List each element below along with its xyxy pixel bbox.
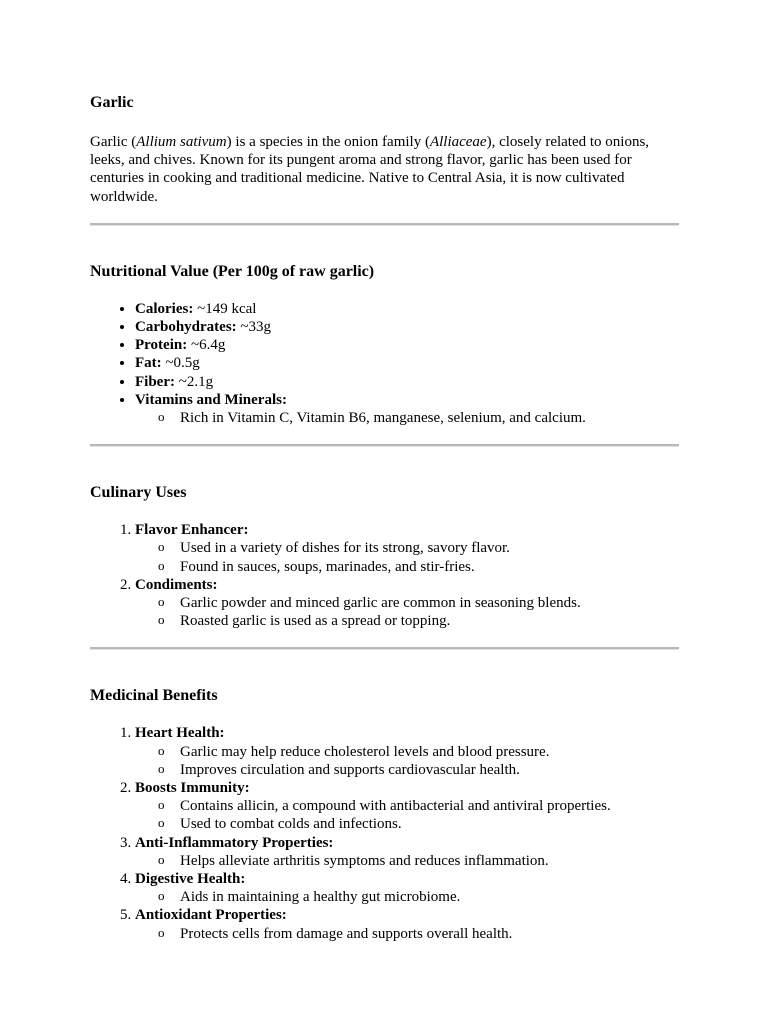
sub-list	[135, 888, 679, 906]
list-item	[135, 373, 679, 391]
item-label: Fat:	[135, 355, 162, 372]
species-name: Allium sativum	[136, 134, 227, 150]
vitamins-sublist	[135, 409, 679, 427]
list-item	[135, 576, 679, 631]
section-divider	[90, 444, 679, 447]
medicinal-title: Medicinal Benefits	[90, 687, 218, 705]
sub-item: o Garlic may help reduce cholesterol levels and blood pressure.	[180, 743, 679, 761]
list-item	[135, 870, 679, 906]
item-label: Carbohydrates:	[135, 319, 237, 336]
section-divider	[90, 647, 679, 650]
item-label: Antioxidant Properties:	[135, 907, 287, 924]
item-label: Protein:	[135, 337, 188, 354]
list-item	[135, 354, 679, 372]
item-label: Fiber:	[135, 373, 175, 390]
sub-item: o Helps alleviate arthritis symptoms and reduces inflammation.	[180, 852, 679, 870]
culinary-list	[90, 521, 679, 630]
sub-item: o Garlic powder and minced garlic are common in seasoning blends.	[180, 594, 679, 612]
intro-paragraph	[90, 133, 679, 206]
medicinal-list	[90, 724, 679, 942]
sub-item: o Found in sauces, soups, marinades, and stir-fries.	[180, 558, 679, 576]
document-content	[90, 94, 679, 943]
item-value: ~6.4g	[187, 337, 226, 354]
sub-item: o Contains allicin, a compound with antibacterial and antiviral properties.	[180, 797, 679, 815]
sub-item: o Protects cells from damage and supports overall health.	[180, 925, 679, 943]
item-value: ~149 kcal	[193, 300, 257, 317]
sub-list	[135, 743, 679, 779]
nutrition-list	[90, 300, 679, 427]
sub-item: o Rich in Vitamin C, Vitamin B6, manganese, selenium, and calcium.	[180, 409, 679, 427]
sub-list	[135, 925, 679, 943]
item-label: Condiments:	[135, 576, 218, 593]
list-item	[135, 906, 679, 942]
item-label: Vitamins and Minerals:	[135, 391, 287, 408]
sub-list	[135, 539, 679, 575]
sub-item: o Roasted garlic is used as a spread or topping.	[180, 612, 679, 630]
sub-list	[135, 852, 679, 870]
item-label: Boosts Immunity:	[135, 780, 250, 797]
sub-list	[135, 797, 679, 833]
sub-item: o Improves circulation and supports cardiovascular health.	[180, 761, 679, 779]
page-title: Garlic	[90, 94, 134, 111]
nutrition-title: Nutritional Value (Per 100g of raw garlic)	[90, 262, 375, 280]
culinary-title: Culinary Uses	[90, 484, 187, 502]
sub-item: o Used to combat colds and infections.	[180, 815, 679, 833]
item-value: ~33g	[236, 319, 272, 336]
list-item	[135, 724, 679, 779]
item-label: Digestive Health:	[135, 871, 246, 888]
sub-item: o Aids in maintaining a healthy gut microbiome.	[180, 888, 679, 906]
item-value: ~2.1g	[174, 373, 214, 390]
item-label: Heart Health:	[135, 725, 225, 742]
intro-text-mid: ) is a species in the onion family (	[226, 134, 430, 150]
item-value: ~0.5g	[161, 355, 200, 372]
sub-list	[135, 594, 679, 630]
family-name: Alliaceae	[429, 134, 487, 150]
item-label: Calories:	[135, 300, 194, 317]
section-divider	[90, 223, 679, 226]
list-item	[135, 521, 679, 576]
intro-text-start: Garlic (	[90, 134, 137, 150]
intro-text-end: ), closely related to onions, leeks, and chives. Known for its pungent aroma and strong flavor, garlic has been used for centuries in cooking and traditional medicine. Native to Central Asia, it is now cultivated worldwide.	[90, 134, 650, 205]
list-item	[135, 300, 679, 318]
list-item	[135, 834, 679, 870]
list-item	[135, 318, 679, 336]
sub-item: o Used in a variety of dishes for its strong, savory flavor.	[180, 539, 679, 557]
list-item	[135, 779, 679, 834]
list-item	[135, 391, 679, 427]
item-label: Flavor Enhancer:	[135, 522, 249, 539]
list-item	[135, 336, 679, 354]
item-label: Anti-Inflammatory Properties:	[135, 834, 334, 851]
